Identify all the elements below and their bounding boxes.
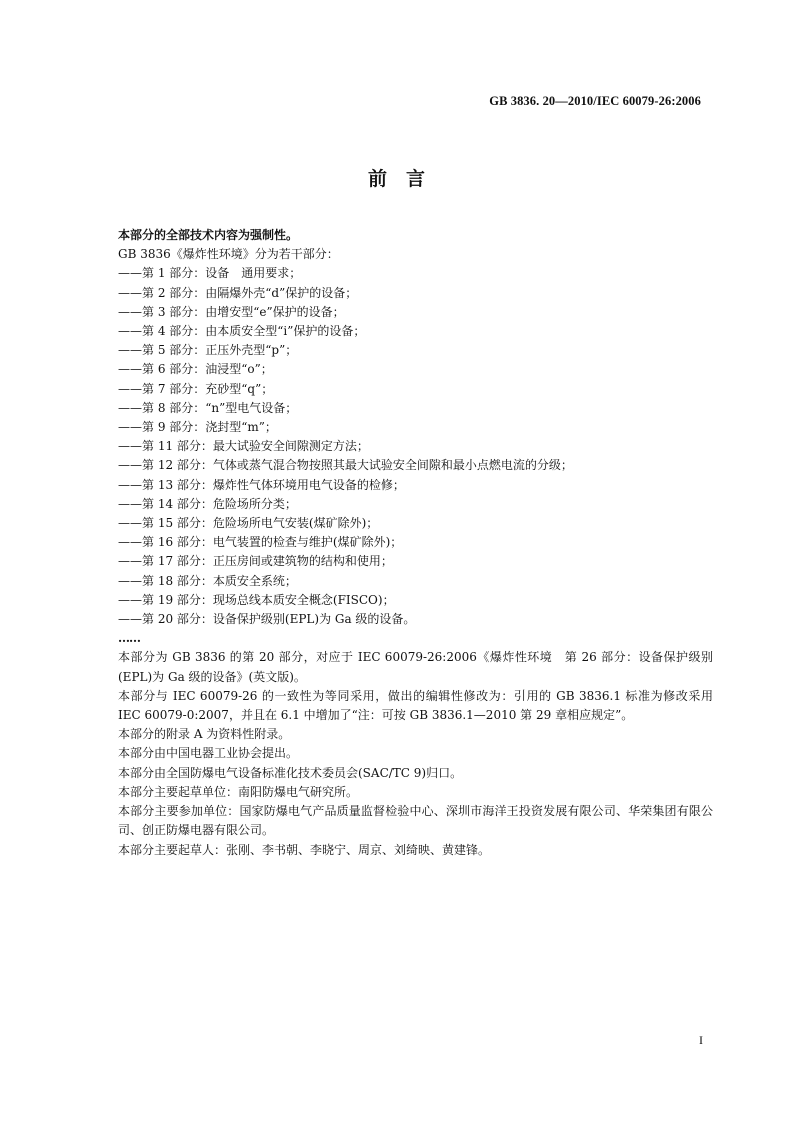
list-item: ——第 4 部分：由本质安全型“i”保护的设备；	[118, 324, 366, 339]
paragraph-participants: 本部分主要参加单位：国家防爆电气产品质量监督检验中心、深圳市海洋王投资发展有限公司、华荣集团有限公司、创正防爆电器有限公司。	[118, 804, 713, 838]
list-item: ——第 15 部分：危险场所电气安装(煤矿除外)；	[118, 516, 379, 531]
list-item: ——第 9 部分：浇封型“m”；	[118, 420, 277, 435]
series-intro: GB 3836《爆炸性环境》分为若干部分：	[118, 247, 339, 262]
list-item: ——第 3 部分：由增安型“e”保护的设备；	[118, 304, 345, 319]
paragraph-proposer: 本部分由中国电器工业协会提出。	[118, 746, 299, 761]
list-item: ——第 6 部分：油浸型“o”；	[118, 362, 273, 377]
list-item: ——第 7 部分：充砂型“q”；	[118, 381, 274, 396]
paragraph-annex: 本部分的附录 A 为资料性附录。	[118, 727, 291, 742]
paragraph-correspondence: 本部分为 GB 3836 的第 20 部分，对应于 IEC 60079-26:2006《爆炸性环境 第 26 部分：设备保护级别(EPL)为 Ga 级的设备》(英文版)。	[118, 650, 713, 684]
list-item: ——第 12 部分：气体或蒸气混合物按照其最大试验安全间隙和最小点燃电流的分级；	[118, 458, 573, 473]
paragraph-drafting-unit: 本部分主要起草单位：南阳防爆电气研究所。	[118, 784, 359, 799]
list-item: ——第 14 部分：危险场所分类；	[118, 496, 297, 511]
list-item: ——第 19 部分：现场总线本质安全概念(FISCO)；	[118, 592, 395, 607]
list-item: ——第 13 部分：爆炸性气体环境用电气设备的检修；	[118, 477, 405, 492]
page-title: 前 言	[367, 168, 425, 190]
page-number: I	[699, 1033, 703, 1047]
paragraph-consistency: 本部分与 IEC 60079-26 的一致性为等同采用，做出的编辑性修改为：引用的 GB 3836.1 标准为修改采用 IEC 60079-0:2007，并且在 6.1 中增加了“注：可按 GB 3836.1—2010 第 29 章相应规定”。	[118, 688, 713, 723]
standard-code-header: GB 3836. 20—2010/IEC 60079-26:2006	[489, 94, 701, 108]
list-item: ——第 1 部分：设备 通用要求；	[118, 266, 302, 281]
paragraph-drafters: 本部分主要起草人：张刚、李书朝、李晓宁、周京、刘绮映、黄建锋。	[118, 842, 491, 857]
list-item: ——第 5 部分：正压外壳型“p”；	[118, 343, 298, 358]
list-item: ——第 17 部分：正压房间或建筑物的结构和使用；	[118, 554, 393, 569]
paragraph-committee: 本部分由全国防爆电气设备标准化技术委员会(SAC/TC 9)归口。	[118, 765, 463, 780]
list-item: ——第 11 部分：最大试验安全间隙测定方法；	[118, 439, 369, 454]
mandatory-statement: 本部分的全部技术内容为强制性。	[118, 228, 299, 242]
list-item: ——第 18 部分：本质安全系统；	[118, 573, 297, 588]
list-item: ——第 8 部分：“n”型电气设备；	[118, 400, 298, 415]
list-item: ——第 20 部分：设备保护级别(EPL)为 Ga 级的设备。	[118, 612, 416, 627]
list-ellipsis: ……	[118, 631, 140, 646]
foreword-body	[118, 226, 713, 860]
parts-list	[118, 264, 713, 629]
list-item: ——第 16 部分：电气装置的检查与维护(煤矿除外)；	[118, 535, 403, 550]
list-item: ——第 2 部分：由隔爆外壳“d”保护的设备；	[118, 285, 358, 300]
